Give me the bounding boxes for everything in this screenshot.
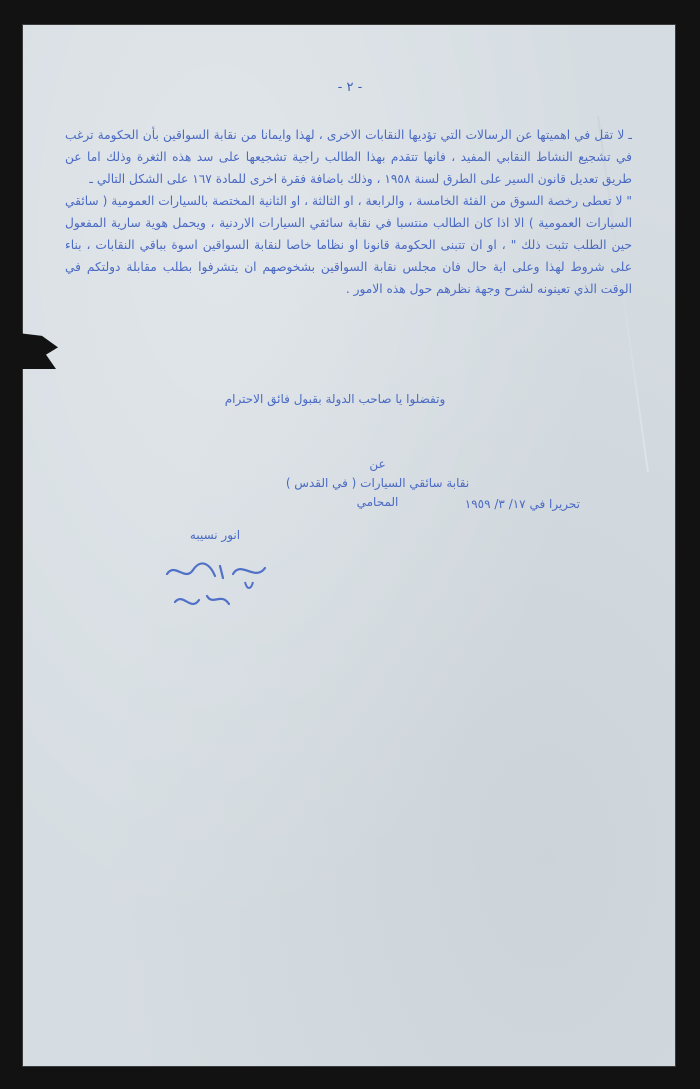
signature-title: المحامي <box>356 495 399 509</box>
signature-org: نقابة سائقي السيارات ( في القدس ) <box>285 476 470 490</box>
closing-salutation: وتفضلوا يا صاحب الدولة بقبول فائق الاحترام <box>224 392 446 406</box>
signature-prefix: عن <box>369 457 386 471</box>
page-number: - ٢ - <box>337 80 363 95</box>
signer-name: انور نسيبه <box>189 528 241 542</box>
paragraph-1: ـ لا تقل في اهميتها عن الرسالات التي تؤديها النقابات الاخرى ، لهذا وايمانا من نقابة السواقين بأن الحكومة ترغب في تشجيع النشاط النقابي المفيد ، فانها تتقدم بهذا الطالب راجية تشجيعها على سد هذه الثغرة وذلك اما عن طريق تعديل قانون السير على الطرق لسنة ١٩٥٨ ، وذلك باضافة فقرة اخرى للمادة ١٦٧ على الشكل التالي ـ <box>65 128 632 186</box>
letter-date: تحريرا في ١٧/ ٣/ ١٩٥٩ <box>464 497 580 511</box>
paragraph-2: " لا تعطى رخصة السوق من الفئة الخامسة ، والرابعة ، او الثالثة ، او الثانية المختصة بالسيارات العمومية ( سائقي السيارات العمومية ) الا اذا كان الطالب منتسبا في نقابة سائقي السيارات الاردنية ، ويحمل هوية سارية المفعول حين الطلب تثبت ذلك " ، او ان تتبنى الحكومة قانونا او نظاما خاصا لنقابة السواقين اسوة بباقي النقابات ، بناء على شروط لهذا وعلى اية حال فان مجلس نقابة السواقين بشخوصهم ان يتشرفوا بطلب مقابلة دولتكم في الوقت الذي تعينونه لشرح وجهة نظرهم حول هذه الامور . <box>65 194 632 296</box>
handwritten-signature <box>155 552 275 622</box>
letter-body <box>65 124 632 300</box>
